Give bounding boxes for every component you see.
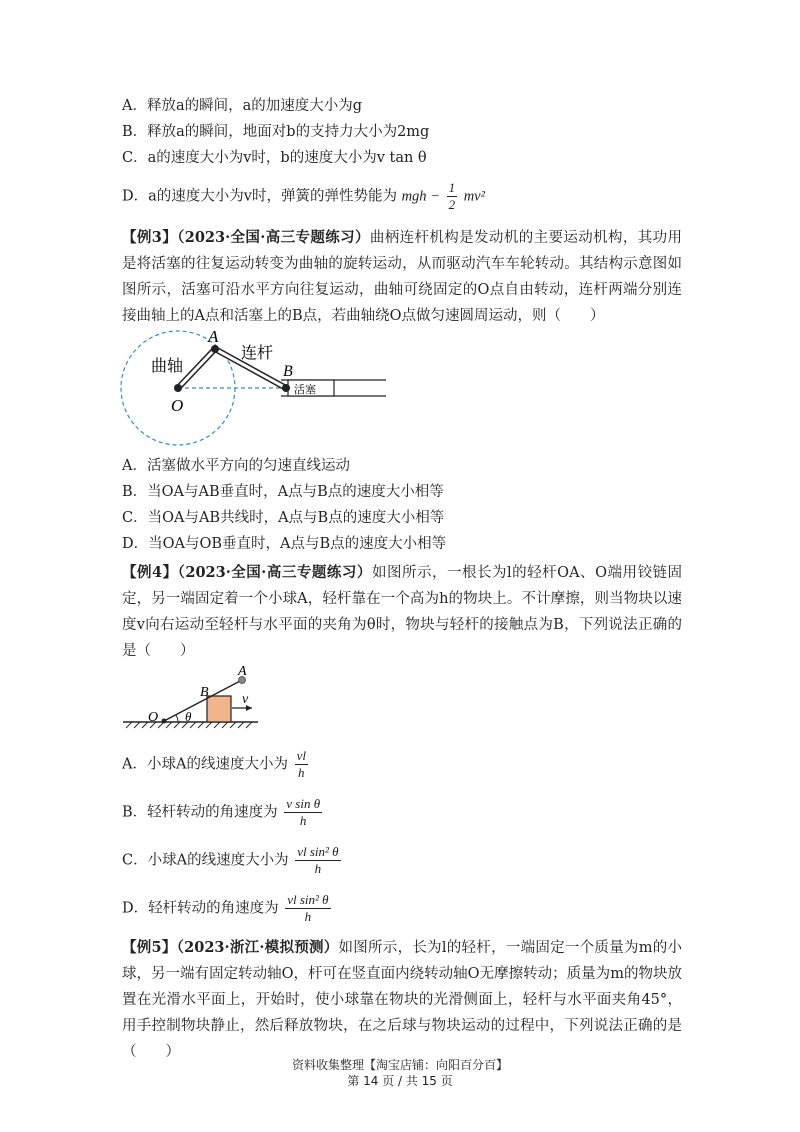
label-crank: 曲轴 — [151, 358, 184, 375]
angle-arc — [176, 715, 178, 722]
option-fraction — [284, 796, 322, 829]
ex4-text: 如图所示，一根长为l的轻杆OA、O端用铰链固定，另一端固定着一个小球A，轻杆靠在一个高为h的物块上。不计摩擦，则当物块以速度v向右运动至轻杆与水平面的夹角为θ时，物块与轻杆的接触点为B，下列说法正确的是（ ） — [122, 565, 682, 659]
option-fraction — [285, 892, 330, 925]
fraction-denominator: h — [298, 765, 305, 780]
ex2-option-d — [122, 180, 485, 213]
joint-a — [211, 345, 219, 353]
fraction-numerator: 1 — [448, 180, 456, 195]
option-prefix: B．轻杆转动的角速度为 — [122, 804, 278, 821]
ex3-label: 【例3】（2023·全国·高三专题练习） — [122, 229, 370, 246]
option-prefix: A．小球A的线速度大小为 — [122, 756, 288, 773]
crank-diagram — [118, 322, 398, 457]
footer-source: 资料收集整理【淘宝店铺：向阳百分百】 — [291, 1058, 508, 1072]
fraction-denominator: 2 — [448, 197, 456, 212]
block — [207, 696, 231, 722]
label-rod: 连杆 — [241, 345, 274, 362]
ex3-option-d: D．当OA与OB垂直时，A点与B点的速度大小相等 — [122, 536, 447, 552]
ex3-question — [122, 225, 682, 329]
rod-block-diagram — [118, 660, 268, 732]
ex4-option-a — [122, 748, 310, 781]
pivot-o — [162, 719, 167, 724]
fraction-denominator: h — [314, 861, 322, 876]
ex5-question — [122, 935, 682, 1065]
option-fraction — [295, 748, 308, 781]
ex3-option-a: A．活塞做水平方向的匀速直线运动 — [122, 458, 350, 474]
label-v: v — [242, 692, 249, 707]
option-prefix: C．小球A的线速度大小为 — [122, 852, 289, 869]
fraction-numerator: v sin θ — [286, 796, 321, 811]
label-b: B — [200, 685, 209, 700]
ex4-option-d — [122, 892, 333, 925]
ex2-option-d-expr-a: mgh − — [401, 188, 440, 205]
footer-page-number: 第 14 页 / 共 15 页 — [347, 1074, 453, 1088]
option-fraction — [295, 844, 340, 877]
ex2-option-d-fraction — [447, 180, 458, 213]
label-theta: θ — [185, 709, 192, 724]
fraction-numerator: vl — [296, 748, 306, 763]
ex3-option-b: B．当OA与AB垂直时，A点与B点的速度大小相等 — [122, 484, 444, 500]
label-piston: 活塞 — [294, 384, 316, 396]
ex5-text: 如图所示，长为l的轻杆，一端固定一个质量为m的小球，另一端有固定转动轴O，杆可在竖直面内绕转动轴O无摩擦转动；质量为m的物块放置在光滑水平面上，开始时，使小球靠在物块的光滑侧面上，轻杆与水平面夹角45°，用手控制物块静止，然后释放物块，在之后球与物块运动的过程中，下列说法正确的是（ ） — [122, 940, 683, 1060]
pivot-o — [174, 384, 182, 392]
ex4-label: 【例4】（2023·全国·高三专题练习） — [122, 564, 372, 581]
label-a: A — [208, 327, 219, 346]
label-b: B — [283, 363, 293, 380]
ex2-option-d-prefix: D．a的速度大小为v时，弹簧的弹性势能为 — [122, 188, 397, 205]
fraction-denominator: h — [299, 813, 307, 828]
ex4-option-c — [122, 844, 343, 877]
option-prefix: D．轻杆转动的角速度为 — [122, 900, 279, 917]
ex4-option-b — [122, 796, 324, 829]
ex3-option-c: C．当OA与AB共线时，A点与B点的速度大小相等 — [122, 510, 445, 526]
ex5-label: 【例5】（2023·浙江·模拟预测） — [122, 939, 339, 956]
label-o: O — [148, 710, 159, 725]
ex2-option-a: A．释放a的瞬间，a的加速度大小为g — [122, 98, 363, 114]
label-o: O — [171, 396, 184, 415]
ex2-option-c: C．a的速度大小为v时，b的速度大小为v tan θ — [122, 150, 427, 166]
label-a: A — [238, 664, 247, 679]
ex3-text: 曲柄连杆机构是发动机的主要运动机构，其功用是将活塞的往复运动转变为曲轴的旋转运动，从而驱动汽车车轮转动。其结构示意图如图所示，活塞可沿水平方向往复运动，曲轴可绕固定的O点自由转动，连杆两端分别连接曲轴上的A点和活塞上的B点，若曲轴绕O点做匀速圆周运动，则（ ） — [122, 230, 683, 324]
ex4-question — [122, 560, 682, 664]
ex2-option-d-expr-b: mv² — [463, 188, 485, 205]
fraction-numerator: vl sin² θ — [297, 844, 339, 859]
fraction-numerator: vl sin² θ — [287, 892, 329, 907]
joint-b — [282, 384, 290, 392]
fraction-denominator: h — [304, 909, 312, 924]
ex2-option-b: B．释放a的瞬间，地面对b的支持力大小为2mg — [122, 124, 430, 140]
